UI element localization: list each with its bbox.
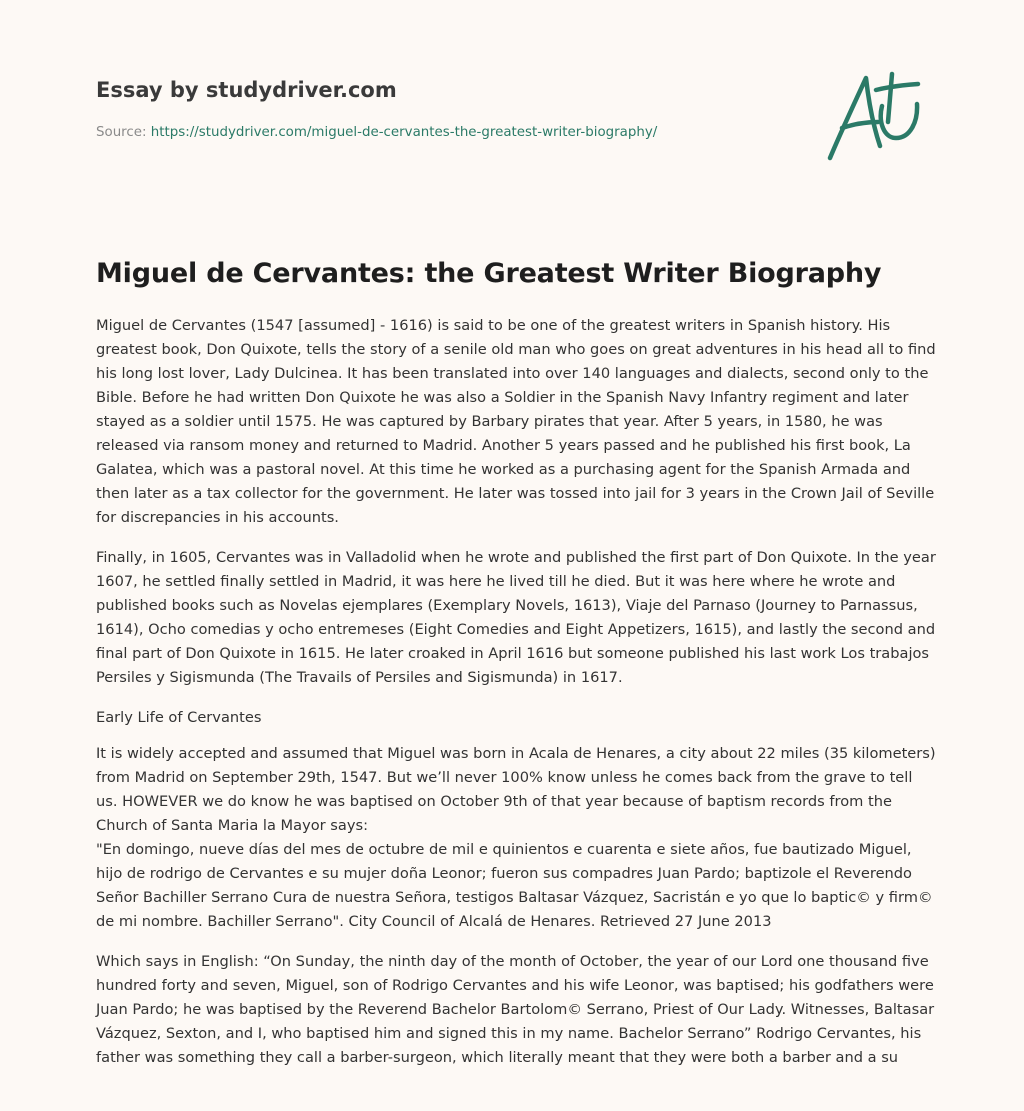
essay-body	[96, 314, 936, 1086]
a-plus-logo-icon	[820, 66, 932, 166]
source-label: Source:	[96, 125, 151, 140]
brand-name: Essay by studydriver.com	[96, 78, 397, 102]
paragraph-1: Miguel de Cervantes (1547 [assumed] - 1616) is said to be one of the greatest writers in Spanish history. His greatest book, Don Quixote, tells the story of a senile old man who goes on great adventures in his head all to find his long lost lover, Lady Dulcinea. It has been translated into over 140 languages and dialects, second only to the Bible. Before he had written Don Quixote he was also a Soldier in the Spanish Navy Infantry regiment and later stayed as a soldier until 1575. He was captured by Barbary pirates that year. After 5 years, in 1580, he was released via ransom money and returned to Madrid. Another 5 years passed and he published his first book, La Galatea, which was a pastoral novel. At this time he worked as a purchasing agent for the Spanish Armada and then later as a tax collector for the government. He later was tossed into jail for 3 years in the Crown Jail of Seville for discrepancies in his accounts.	[96, 317, 936, 526]
essay-title: Miguel de Cervantes: the Greatest Writer Biography	[96, 258, 882, 289]
paragraph-2: Finally, in 1605, Cervantes was in Valladolid when he wrote and published the first part of Don Quixote. In the year 1607, he settled finally settled in Madrid, it was here he lived till he died. But it was here where he wrote and published books such as Novelas ejemplares (Exemplary Novels, 1613), Viaje del Parnaso (Journey to Parnassus, 1614), Ocho comedias y ocho entremeses (Eight Comedies and Eight Appetizers, 1615), and lastly the second and final part of Don Quixote in 1615. He later croaked in April 1616 but someone published his last work Los trabajos Persiles y Sigismunda (The Travails of Persiles and Sigismunda) in 1617.	[96, 549, 936, 686]
paragraph-4-quote: "En domingo, nueve días del mes de octubre de mil e quinientos e cuarenta e siete años, fue bautizado Miguel, hijo de rodrigo de Cervantes e su mujer doña Leonor; fueron sus compadres Juan Pardo; baptizole el Reverendo Señor Bachiller Serrano Cura de nuestra Señora, testigos Baltasar Vázquez, Sacristán e yo que lo baptic© y firm© de mi nombre. Bachiller Serrano". City Council of Alcalá de Henares. Retrieved 27 June 2013	[96, 841, 933, 930]
source-line	[96, 124, 796, 142]
source-link[interactable]: https://studydriver.com/miguel-de-cervantes-the-greatest-writer-biography/	[150, 125, 658, 140]
essay-header	[96, 76, 796, 142]
section-subheading: Early Life of Cervantes	[96, 709, 262, 726]
paragraph-5: Which says in English: “On Sunday, the ninth day of the month of October, the year of our Lord one thousand five hundred forty and seven, Miguel, son of Rodrigo Cervantes and his wife Leonor, was baptised; his godfathers were Juan Pardo; he was baptised by the Reverend Bachelor Bartolom© Serrano, Priest of Our Lady. Witnesses, Baltasar Vázquez, Sexton, and I, who baptised him and signed this in my name. Bachelor Serrano” Rodrigo Cervantes, his father was something they call a barber-surgeon, which literally meant that they were both a barber and a su	[96, 953, 935, 1066]
paragraph-3: It is widely accepted and assumed that Miguel was born in Acala de Henares, a city about 22 miles (35 kilometers) from Madrid on September 29th, 1547. But we’ll never 100% know unless he comes back from the grave to tell us. HOWEVER we do know he was baptised on October 9th of that year because of baptism records from the Church of Santa Maria la Mayor says:	[96, 745, 936, 834]
